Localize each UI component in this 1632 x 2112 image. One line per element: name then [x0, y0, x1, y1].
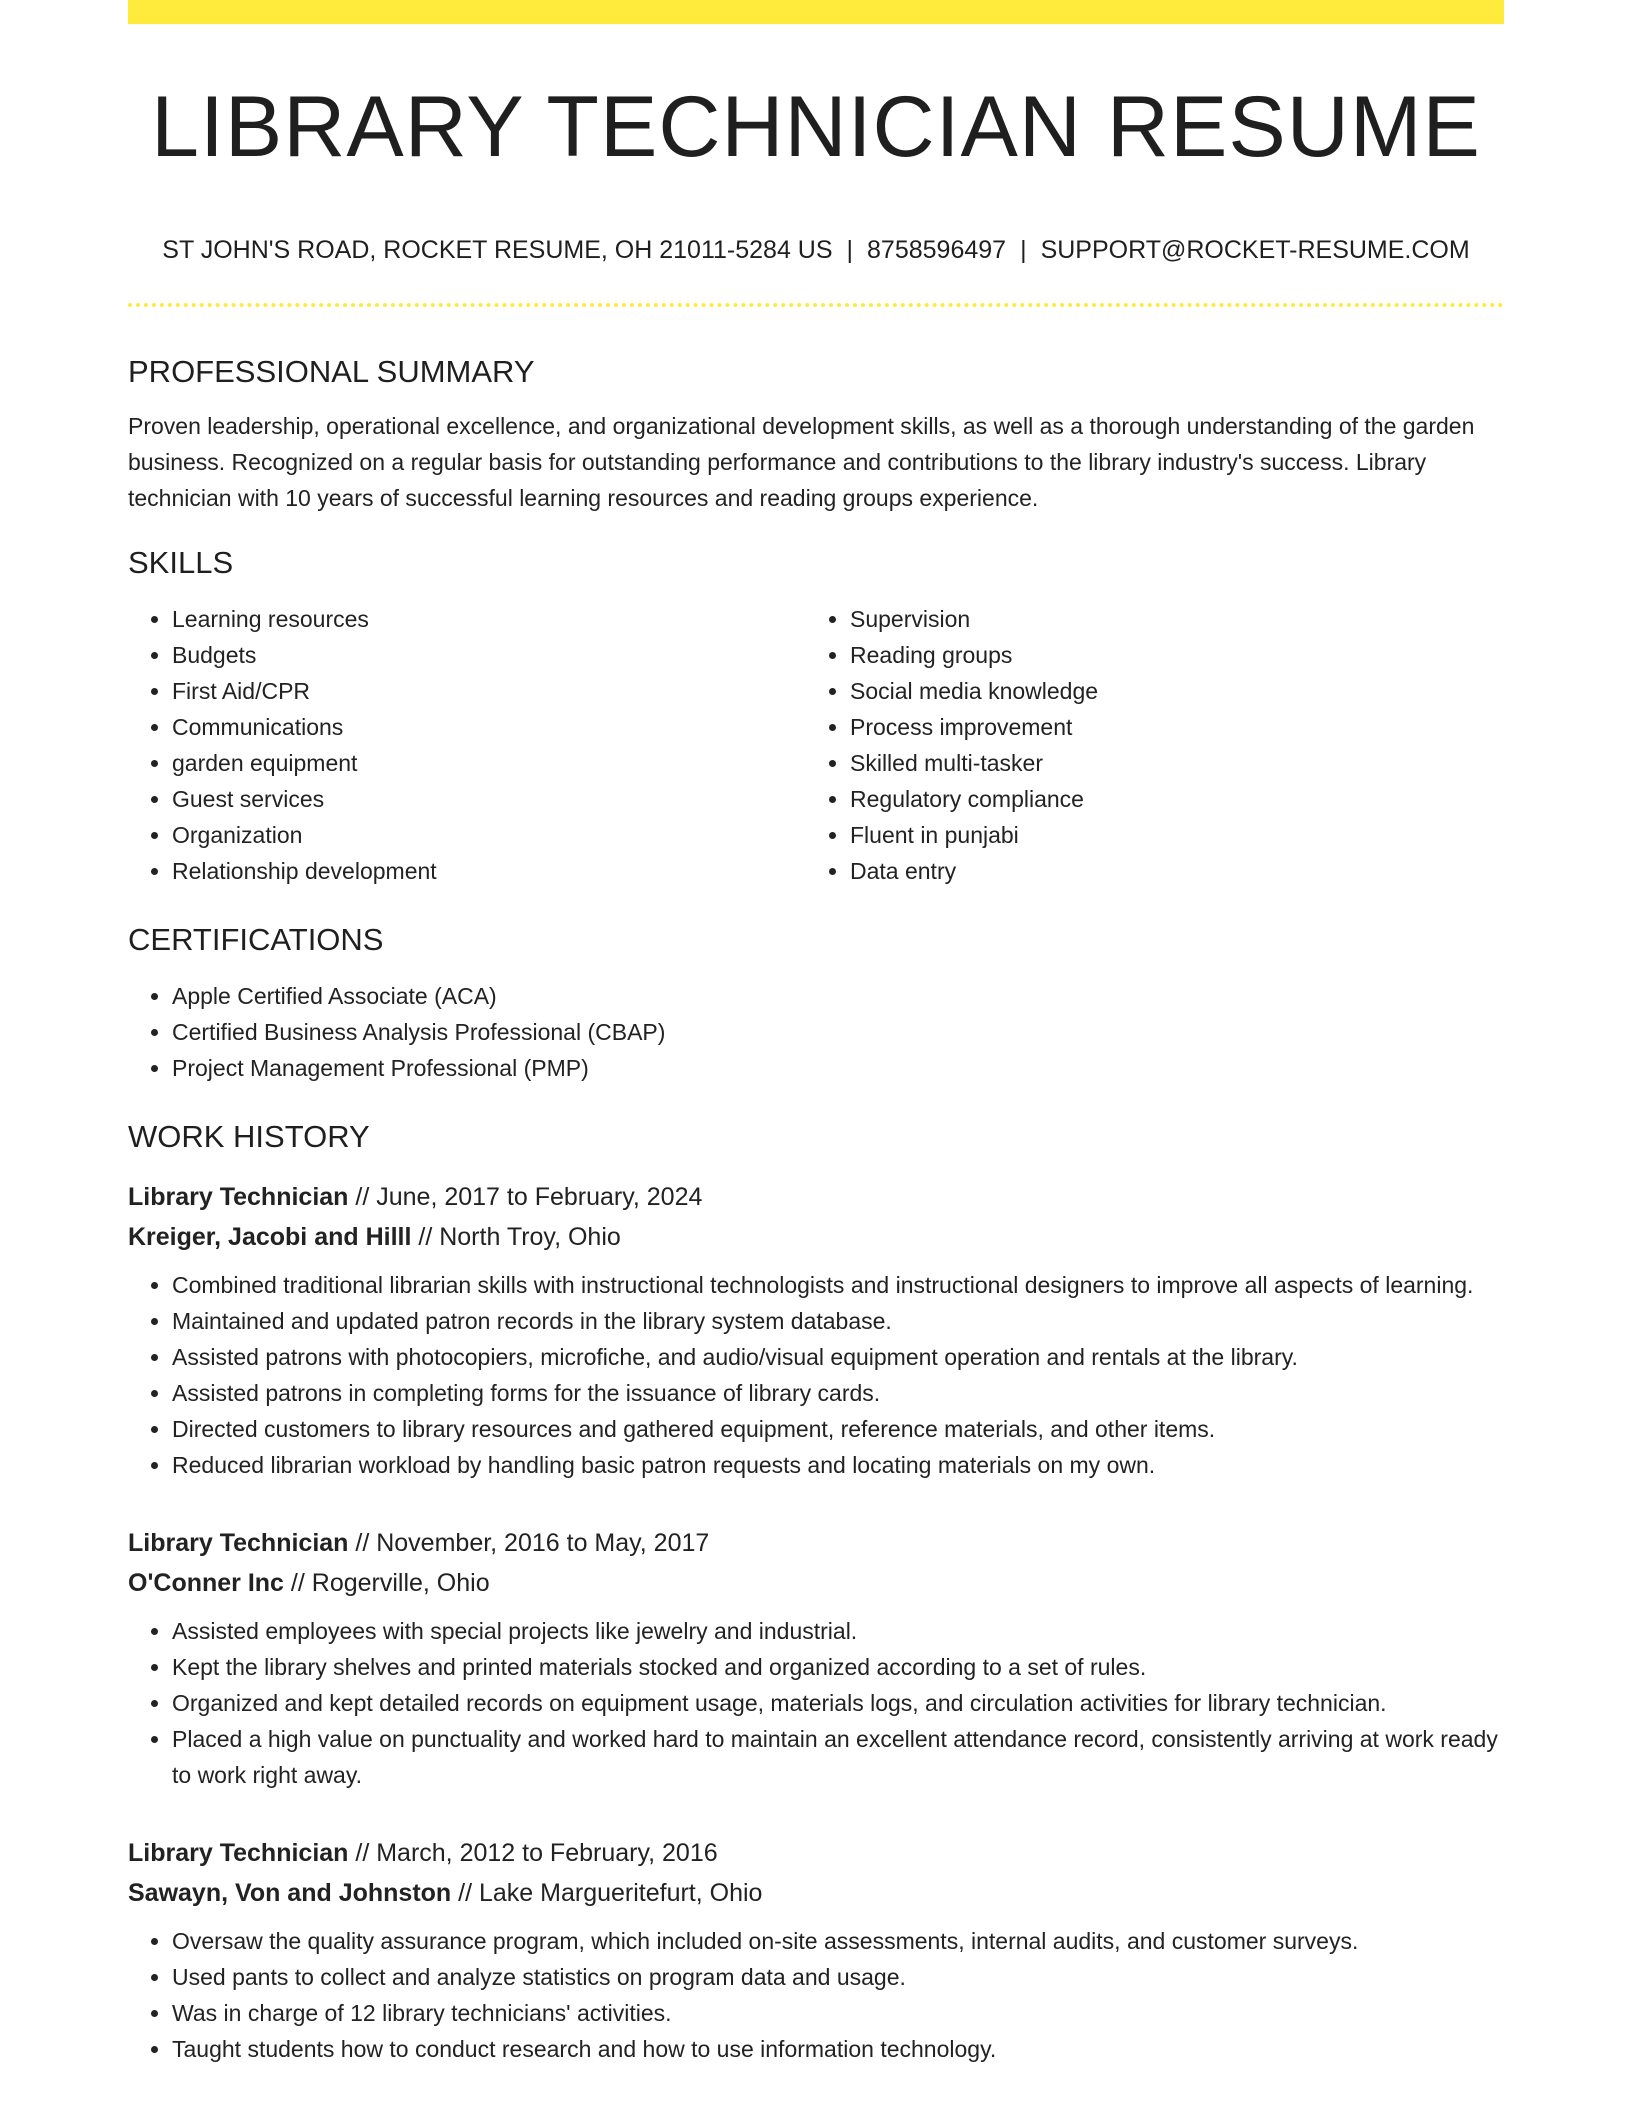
- skills-list-right: [806, 601, 1484, 889]
- certification-item: • Project Management Professional (PMP): [172, 1050, 1504, 1086]
- skills-heading: SKILLS: [128, 544, 234, 580]
- contact-address: ST JOHN'S ROAD, ROCKET RESUME, OH 21011-5284 US: [162, 235, 833, 264]
- skill-item: • Fluent in punjabi: [850, 817, 1484, 853]
- job-company: Sawayn, Von and Johnston: [128, 1879, 452, 1908]
- skill-item: • Budgets: [172, 637, 806, 673]
- job-title: Library Technician: [128, 1839, 349, 1868]
- job-company-line: [128, 1217, 1504, 1257]
- skill-item: • Skilled multi-tasker: [850, 745, 1484, 781]
- resume-title: LIBRARY TECHNICIAN RESUME: [151, 79, 1481, 175]
- job-duty: • Assisted patrons with photocopiers, microfiche, and audio/visual equipment operation and rentals at the library.: [172, 1339, 1504, 1375]
- skills-list-left: [128, 601, 806, 889]
- job-company: Kreiger, Jacobi and Hilll: [128, 1223, 412, 1252]
- contact-email: SUPPORT@ROCKET-RESUME.COM: [1040, 235, 1470, 264]
- job-location: // Rogerville, Ohio: [290, 1569, 490, 1598]
- work-history-heading: WORK HISTORY: [128, 1119, 370, 1155]
- job-duty: • Oversaw the quality assurance program, which included on-site assessments, internal audits, and customer surveys.: [172, 1923, 1504, 1959]
- skill-item: • Data entry: [850, 853, 1484, 889]
- job-entry: [128, 1177, 1504, 1483]
- contact-separator: |: [846, 235, 854, 264]
- job-duty: • Used pants to collect and analyze statistics on program data and usage.: [172, 1959, 1504, 1995]
- skill-item: • Communications: [172, 709, 806, 745]
- job-duty: • Taught students how to conduct research and how to use information technology.: [172, 2031, 1504, 2067]
- job-location: // Lake Margueritefurt, Ohio: [458, 1879, 763, 1908]
- skill-item: • Social media knowledge: [850, 673, 1484, 709]
- job-duty: • Kept the library shelves and printed materials stocked and organized according to a set of rules.: [172, 1649, 1504, 1685]
- job-location: // North Troy, Ohio: [418, 1223, 621, 1252]
- job-title: Library Technician: [128, 1529, 349, 1558]
- job-entry: [128, 1833, 1504, 2067]
- job-title: Library Technician: [128, 1183, 349, 1212]
- certifications-heading: CERTIFICATIONS: [128, 921, 384, 957]
- job-duties-list: [128, 1923, 1504, 2067]
- job-company: O'Conner Inc: [128, 1569, 284, 1598]
- contact-phone: 8758596497: [867, 235, 1007, 264]
- job-duties-list: [128, 1267, 1504, 1483]
- skills-columns: [128, 601, 1504, 889]
- job-duty: • Reduced librarian workload by handling basic patron requests and locating materials on my own.: [172, 1447, 1504, 1483]
- certification-item: • Certified Business Analysis Professional (CBAP): [172, 1014, 1504, 1050]
- job-duty: • Was in charge of 12 library technicians' activities.: [172, 1995, 1504, 2031]
- summary-text: Proven leadership, operational excellence, and organizational development skills, as well as a thorough understanding of the garden business. Recognized on a regular basis for outstanding performance and contributions to the library industry's success. Library technician with 10 years of successful learning resources and reading groups experience.: [128, 412, 1475, 511]
- skill-item: • Process improvement: [850, 709, 1484, 745]
- skill-item: • Organization: [172, 817, 806, 853]
- contact-separator: |: [1020, 235, 1027, 264]
- job-duty: • Combined traditional librarian skills with instructional technologists and instructional designers to improve all aspects of learning.: [172, 1267, 1504, 1303]
- job-duty: • Organized and kept detailed records on equipment usage, materials logs, and circulation activities for library technician.: [172, 1685, 1504, 1721]
- skill-item: • Regulatory compliance: [850, 781, 1484, 817]
- accent-top-bar: [128, 0, 1504, 24]
- dotted-divider: [128, 303, 1504, 307]
- skill-item: • Guest services: [172, 781, 806, 817]
- skill-item: • Supervision: [850, 601, 1484, 637]
- job-dates: // November, 2016 to May, 2017: [355, 1529, 710, 1558]
- summary-heading: PROFESSIONAL SUMMARY: [128, 353, 535, 389]
- job-title-line: [128, 1833, 1504, 1873]
- job-title-line: [128, 1523, 1504, 1563]
- job-company-line: [128, 1563, 1504, 1603]
- job-title-line: [128, 1177, 1504, 1217]
- job-company-line: [128, 1873, 1504, 1913]
- skill-item: • garden equipment: [172, 745, 806, 781]
- job-duty: • Directed customers to library resources and gathered equipment, reference materials, and other items.: [172, 1411, 1504, 1447]
- certifications-list: [128, 978, 1504, 1086]
- certification-item: • Apple Certified Associate (ACA): [172, 978, 1504, 1014]
- job-duty: • Maintained and updated patron records in the library system database.: [172, 1303, 1504, 1339]
- job-duty: • Assisted patrons in completing forms for the issuance of library cards.: [172, 1375, 1504, 1411]
- job-duties-list: [128, 1613, 1504, 1793]
- job-dates: // March, 2012 to February, 2016: [355, 1839, 718, 1868]
- job-dates: // June, 2017 to February, 2024: [355, 1183, 703, 1212]
- contact-line: [128, 235, 1504, 265]
- job-duty: • Assisted employees with special projects like jewelry and industrial.: [172, 1613, 1504, 1649]
- skill-item: • Reading groups: [850, 637, 1484, 673]
- skill-item: • Learning resources: [172, 601, 806, 637]
- job-duty: • Placed a high value on punctuality and worked hard to maintain an excellent attendance record, consistently arriving at work ready to work right away.: [172, 1721, 1504, 1793]
- skill-item: • First Aid/CPR: [172, 673, 806, 709]
- skill-item: • Relationship development: [172, 853, 806, 889]
- job-entry: [128, 1523, 1504, 1793]
- resume-page: [128, 0, 1504, 2067]
